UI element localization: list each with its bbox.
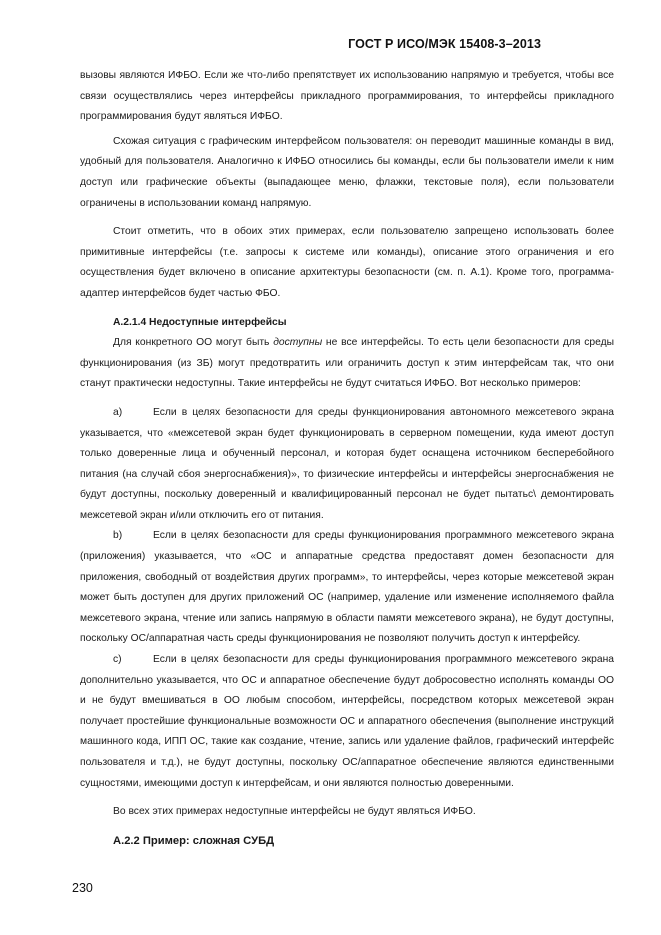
section-heading-a22: А.2.2 Пример: сложная СУБД	[113, 834, 275, 847]
intro-text-start: Для конкретного ОО могут быть	[113, 337, 274, 349]
paragraph-intro	[80, 333, 614, 395]
paragraph-summary: Во всех этих примерах недоступные интерфейсы не будут являться ИФБО.	[113, 806, 476, 818]
list-item-a	[80, 403, 614, 527]
list-item-b	[80, 526, 614, 650]
section-heading-a214: А.2.1.4 Недоступные интерфейсы	[113, 316, 287, 328]
paragraph-continuation: вызовы являются ИФБО. Если же что-либо препятствует их использованию напрямую и требуется, чтобы все связи осуществлялись через интерфейсы прикладного программирования, то интерфейсы прикладного программирования будут являться ИФБО.	[80, 70, 614, 123]
paragraph-note: Стоит отметить, что в обоих этих примерах, если пользователю запрещено использовать более примитивные интерфейсы (т.е. запросы к системе или команды), описание этого ограничения и его осуществления будет включено в описание архитектуры безопасности (см. п. А.1). Кроме того, программа-адаптер интерфейсов будет частью ФБО.	[80, 226, 614, 299]
list-text-b: Если в целях безопасности для среды функционирования программного межсетевого экрана (приложения) указывается, что «ОС и аппаратные средства предоставят домен безопасности для приложения, свободный от воздействия других программ», то интерфейсы, через которые межсетевой экран может быть доступен для других приложений ОС (например, удаление или изменение исполняемого файла межсетевого экрана, чтение или запись напрямую в области памяти межсетевого экрана), не будут доступны, поскольку ОС/аппаратная часть среды функционирования не позволяют получить доступ к интерфейсу.	[80, 530, 614, 645]
list-text-a: Если в целях безопасности для среды функционирования автономного межсетевого экрана указывается, что «межсетевой экран будет функционировать в серверном помещении, куда имеют доступ только доверенные лица и обученный персонал, и которая будет оснащена источником бесперебойного питания (на случай сбоя энергоснабжения)», то физические интерфейсы и интерфейсы энергоснабжения не будут доступны, поскольку доверенный и квалифицированный персонал не будет пытатьс\ демонтировать межсетевой экран и/или отключить его от питания.	[80, 406, 614, 521]
page-number: 230	[72, 881, 93, 895]
list-item-c	[80, 650, 614, 794]
document-header: ГОСТ Р ИСО/МЭК 15408-3–2013	[348, 37, 541, 51]
list-marker-a: a)	[113, 406, 123, 418]
body-text	[80, 66, 614, 851]
paragraph-gui: Схожая ситуация с графическим интерфейсом пользователя: он переводит машинные команды в вид, удобный для пользователя. Аналогично к ИФБО относились бы команды, если бы пользователи имели к ним доступ или графические объекты (выпадающее меню, флажки, текстовые поля), если пользователи ограничены в использовании команд напрямую.	[80, 135, 614, 209]
intro-emphasis: доступны	[273, 337, 323, 349]
list-text-c: Если в целях безопасности для среды функционирования программного межсетевого экрана дополнительно указывается, что ОС и аппаратное обеспечение будут добросовестно исполнять команды ОО и не будут вмешиваться в ОО любым способом, интерфейсы, посредством которых межсетевой экран получает простейшие функциональные возможности ОС и аппаратного обеспечения (выполнение инструкций машинного кода, ИПП ОС, такие как создание, чтение, запись или удаление файлов, графический интерфейс пользователя и т.д.), не будут доступны, поскольку ОС/аппаратное обеспечение являются единственными сущностями, имеющими доступ к интерфейсам, и они являются полностью доверенными.	[80, 654, 614, 789]
list-marker-c: c)	[113, 654, 122, 666]
list-marker-b: b)	[113, 530, 123, 542]
intro-text-end: не все интерфейсы. То есть цели безопасности для среды функционирования (из ЗБ) могут предотвратить или ограничить доступ к этим интерфейсам так, что они станут практически недоступны. Такие интерфейсы не будут считаться ИФБО. Вот несколько примеров:	[80, 337, 614, 390]
